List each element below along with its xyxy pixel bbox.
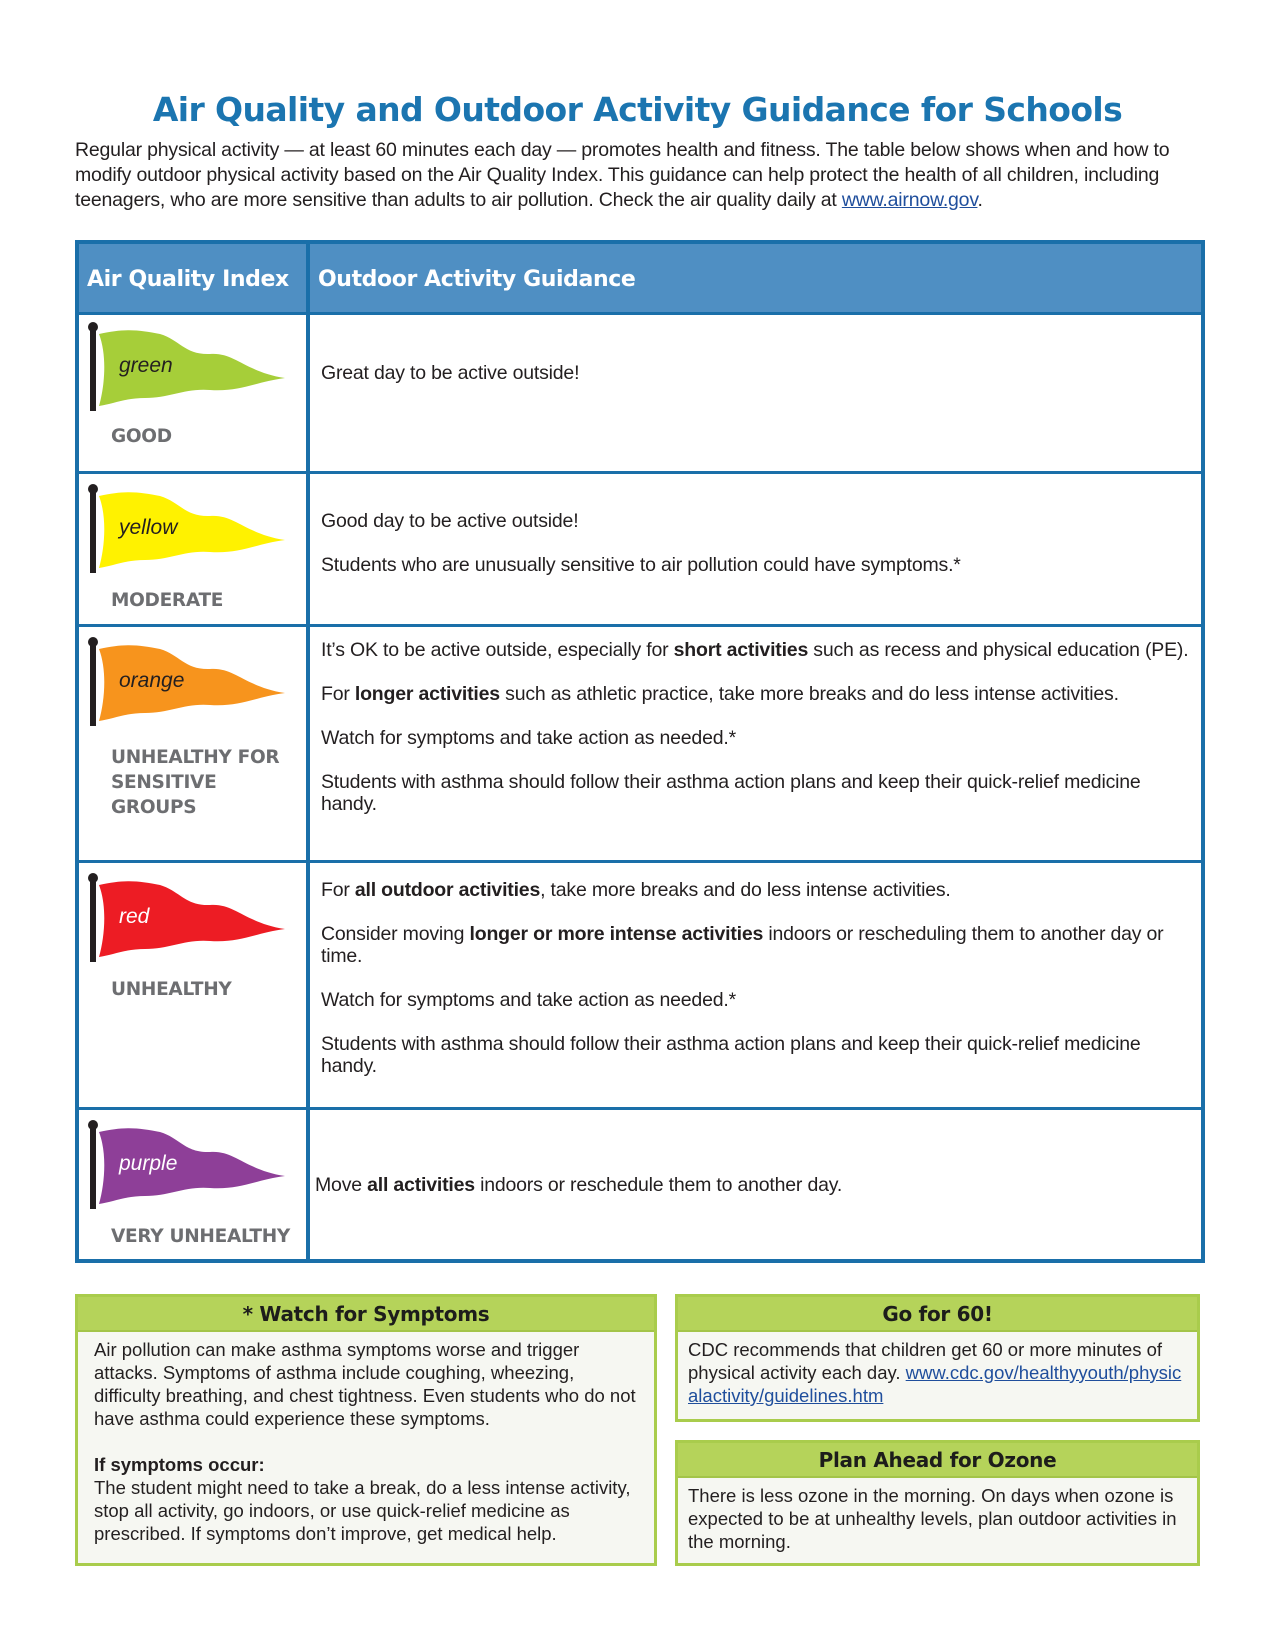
guidance-text: Watch for symptoms and take action as needed.* [321, 989, 736, 1011]
symptoms-heading: * Watch for Symptoms [78, 1297, 654, 1332]
guidance-text: such as athletic practice, take more breaks and do less intense activities. [499, 683, 1119, 705]
guidance-item [321, 1033, 1189, 1077]
guidance-cell [321, 362, 1189, 384]
guidance-emphasis: longer activities [354, 683, 500, 705]
aqi-category: MODERATE [111, 590, 224, 611]
guidance-text: Watch for symptoms and take action as needed.* [321, 727, 736, 749]
table-row-unhealthy [79, 860, 1201, 1107]
aqi-cell [79, 627, 306, 860]
guidance-cell [321, 510, 1189, 576]
guidance-text: Students with asthma should follow their asthma action plans and keep their quick-relief medicine handy. [321, 1033, 1141, 1077]
flag-label: yellow [119, 516, 178, 539]
aqi-cell [79, 312, 306, 471]
aqi-category: VERY UNHEALTHY [111, 1226, 290, 1247]
guidance-emphasis: all outdoor activities [354, 879, 541, 901]
aqi-guidance-table [75, 240, 1205, 1263]
guidance-text: For [321, 879, 355, 901]
guidance-cell [321, 879, 1189, 1077]
guidance-item [321, 362, 1189, 384]
airnow-link[interactable]: www.airnow.gov [841, 189, 978, 211]
table-row-unhealthy-for-sensitive-groups [79, 624, 1201, 860]
flagpole-knob [88, 873, 98, 883]
if-symptoms-occur-heading: If symptoms occur: [94, 1454, 265, 1475]
flagpole-knob [88, 1120, 98, 1130]
guidance-item [321, 683, 1189, 705]
flagpole-knob [88, 322, 98, 332]
ozone-text: There is less ozone in the morning. On days when ozone is expected to be at unhealthy levels, plan outdoor activities in the morning. [688, 1485, 1177, 1552]
purple-flag-icon [85, 1118, 295, 1213]
flagpole [90, 877, 96, 962]
intro-paragraph [75, 138, 1205, 213]
header-outdoor-activity-guidance: Outdoor Activity Guidance [318, 267, 636, 292]
yellow-flag-icon [85, 482, 295, 577]
go-for-60-box [675, 1294, 1200, 1422]
guidance-text: such as recess and physical education (PE). [808, 639, 1189, 661]
guidance-cell [321, 639, 1189, 815]
aqi-category: UNHEALTHY [111, 979, 232, 1000]
table-row-good [79, 312, 1201, 471]
plan-ahead-ozone-box [675, 1440, 1200, 1566]
green-flag-icon [85, 320, 295, 415]
guidance-item [321, 639, 1189, 661]
guidance-text: Good day to be active outside! [321, 510, 579, 532]
guidance-item [321, 771, 1189, 815]
cdc-link[interactable]: www.cdc.gov/healthyyouth/physicalactivity/guidelines.htm [688, 1362, 1182, 1406]
guidance-emphasis: longer or more intense activities [469, 923, 764, 945]
guidance-text: Great day to be active outside! [321, 362, 580, 384]
flag-label: green [119, 354, 173, 377]
aqi-category: UNHEALTHY FOR SENSITIVE GROUPS [111, 747, 280, 818]
if-symptoms-occur-text: The student might need to take a break, do a less intense activity, stop all activity, go indoors, or use quick-relief medicine as prescribed. If symptoms don’t improve, get medical help. [94, 1477, 631, 1544]
red-flag-icon [85, 871, 295, 966]
flag-label: red [119, 905, 150, 928]
aqi-category: GOOD [111, 426, 172, 447]
watch-for-symptoms-box [75, 1294, 657, 1566]
guidance-text: indoors or reschedule them to another day. [474, 1174, 843, 1196]
aqi-cell [79, 474, 306, 624]
table-header [79, 244, 1201, 315]
guidance-item [315, 1174, 1189, 1196]
flag-label: orange [119, 669, 185, 692]
guidance-text: , take more breaks and do less intense activities. [540, 879, 951, 901]
flagpole [90, 641, 96, 726]
go-for-60-heading: Go for 60! [678, 1297, 1197, 1332]
guidance-text: It’s OK to be active outside, especially for [321, 639, 674, 661]
orange-flag-icon [85, 635, 295, 730]
guidance-cell [315, 1174, 1189, 1196]
guidance-emphasis: short activities [673, 639, 809, 661]
flagpole-knob [88, 637, 98, 647]
flagpole-knob [88, 484, 98, 494]
page-title: Air Quality and Outdoor Activity Guidance for Schools [152, 90, 1123, 130]
guidance-item [321, 923, 1189, 967]
guidance-text: Consider moving [321, 923, 470, 945]
guidance-item [321, 554, 1189, 576]
guidance-item [321, 989, 1189, 1011]
aqi-cell [79, 1110, 306, 1259]
header-air-quality-index: Air Quality Index [87, 267, 289, 292]
intro-text: Regular physical activity — at least 60 minutes each day — promotes health and fitness. The table below shows when and how to modify outdoor physical activity based on the Air Quality Index. This guidance can help protect the health of all children, including teenagers, who are more sensitive than adults to air pollution. Check the air quality daily at [75, 139, 1170, 211]
flagpole [90, 326, 96, 411]
guidance-text: Students who are unusually sensitive to air pollution could have symptoms.* [321, 554, 961, 576]
guidance-item [321, 727, 1189, 749]
table-row-very-unhealthy [79, 1107, 1201, 1259]
ozone-heading: Plan Ahead for Ozone [678, 1443, 1197, 1478]
table-row-moderate [79, 471, 1201, 624]
flagpole [90, 1124, 96, 1209]
intro-end: . [977, 189, 983, 211]
aqi-cell [79, 863, 306, 1107]
guidance-emphasis: all activities [367, 1174, 475, 1196]
guidance-item [321, 879, 1189, 901]
flagpole [90, 488, 96, 573]
flag-label: purple [119, 1152, 178, 1175]
guidance-item [321, 510, 1189, 532]
guidance-text: For [321, 683, 355, 705]
go-for-60-text: CDC recommends that children get 60 or more minutes of physical activity each day. [688, 1339, 1163, 1383]
guidance-text: Move [315, 1174, 368, 1196]
guidance-text: indoors or rescheduling them to another day or time. [321, 923, 1164, 967]
symptoms-text: Air pollution can make asthma symptoms worse and trigger attacks. Symptoms of asthma include coughing, wheezing, difficulty breathing, and chest tightness. Even students who do not have asthma could experience these symptoms. [94, 1339, 636, 1429]
guidance-text: Students with asthma should follow their asthma action plans and keep their quick-relief medicine handy. [321, 771, 1141, 815]
